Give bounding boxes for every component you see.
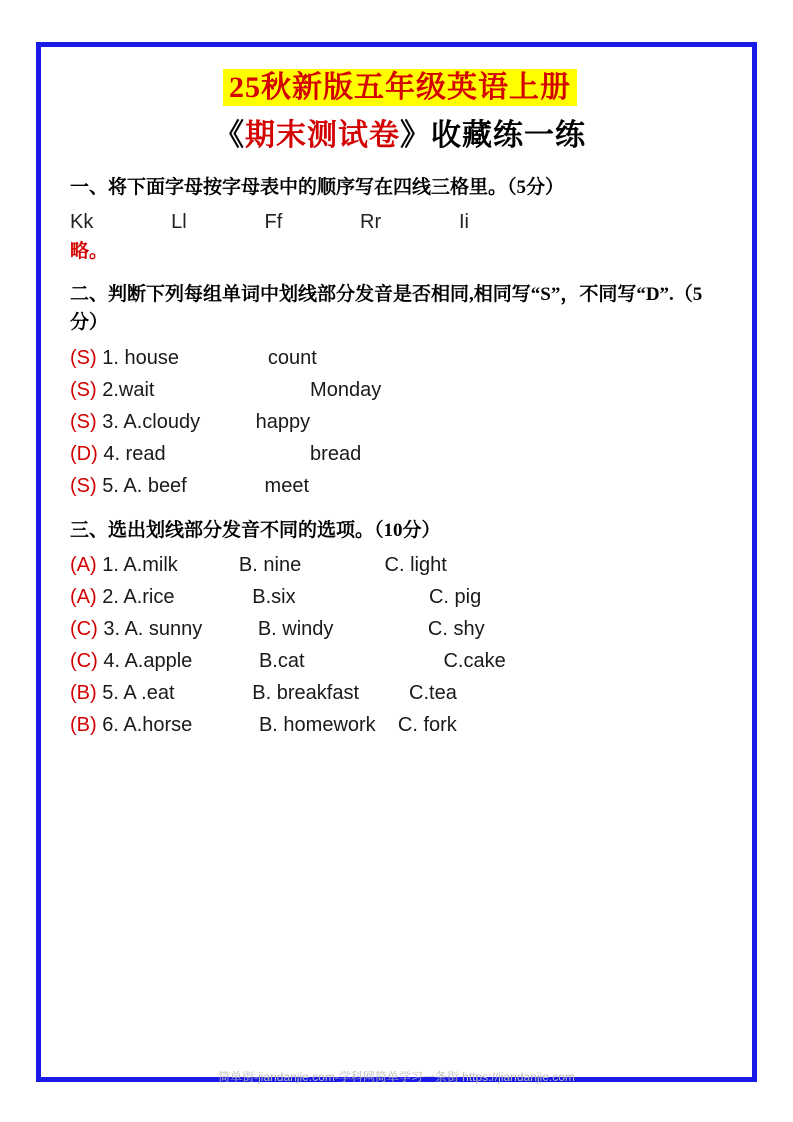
question-text: 4. A.apple B.cat C.cake [97,650,506,672]
question-text: 6. A.horse B. homework C. fork [96,714,457,736]
page-title-line1 [70,62,730,106]
title-exam-name: 期末测试卷 [245,119,400,152]
answer-mark: (S) [70,474,97,497]
section-2-item-3 [70,410,730,435]
answer-mark: (C) [70,618,98,640]
section-1-heading: 一、将下面字母按字母表中的顺序写在四线三格里。（5分） [70,177,565,198]
section-3-item-2 [70,585,730,610]
question-text: 5. A .eat B. breakfast C.tea [96,682,457,704]
answer-mark: (S) [70,346,97,369]
answer-mark: (C) [70,650,98,672]
question-text: 5. A. beef meet [96,474,309,497]
question-text: 4. read bread [97,442,362,465]
answer-mark: (B) [70,682,97,704]
question-text: 2.wait Monday [96,378,382,401]
answer-mark: (B) [70,714,97,736]
section-2-item-1 [70,346,730,371]
answer-mark: (A) [70,554,97,576]
question-text: 3. A. sunny B. windy C. shy [97,618,485,640]
title-bracket-right: 》收藏练一练 [400,119,586,152]
question-text: 2. A.rice B.six C. pig [96,586,482,608]
section-1-letters: Kk Ll Ff Rr Ii [70,210,469,233]
section-1-answer-note: 略。 [70,240,109,262]
page-title-line2 [70,110,730,154]
section-3-item-4 [70,649,730,674]
page-title-line1-text: 25秋新版五年级英语上册 [223,69,577,106]
section-3-item-6 [70,713,730,738]
section-3-heading: 三、选出划线部分发音不同的选项。（10分） [70,519,441,541]
section-3-item-5 [70,681,730,706]
section-2-item-4 [70,442,730,467]
question-text: 3. A.cloudy happy [96,410,311,433]
section-2-item-2 [70,378,730,403]
section-2-heading: 二、判断下列每组单词中划线部分发音是否相同,相同写“S”，不同写“D”.（5分） [70,283,703,333]
question-text: 1. house count [96,346,317,369]
section-3-item-3 [70,617,730,642]
answer-mark: (A) [70,586,97,608]
answer-mark: (D) [70,442,98,465]
footer-watermark: 简单街-jiandanjie.com-学科网简单学习一条街 https://jiandanjie.com [218,1070,575,1084]
section-2-item-5 [70,474,730,499]
question-text: 1. A.milk B. nine C. light [96,554,447,576]
answer-mark: (S) [70,378,97,401]
title-bracket-left: 《 [214,119,245,152]
answer-mark: (S) [70,410,97,433]
worksheet-content [70,62,730,745]
section-3-item-1 [70,553,730,578]
